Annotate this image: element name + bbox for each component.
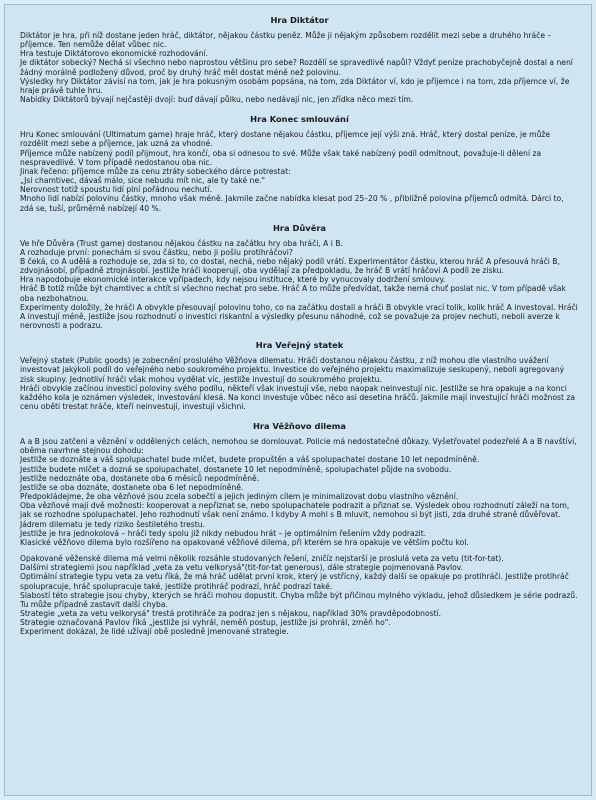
section-title: Hra Veřejný statek <box>255 340 344 351</box>
article-panel <box>4 4 592 796</box>
section-diktator <box>20 15 579 104</box>
section-text: Ve hře Důvěra (Trust game) dostanou nějakou částku na začátku hry oba hráči, A i B. A rozhoduje první: ponechám si svou částku, nebo ji pošlu protihráčovi? B čeká, co A udělá a rozhoduje se, zda si to, co dostal, nechá, nebo nějaký podíl vrátí. Experimentátor částku, kterou hráč A přesouvá hráči B, zdvojnásobí, případně ztrojnásobí. Jestliže hráči kooperují, oba vydělají za předpokladu, že hráč B vrátí hráčovi A podíl ze zisku. Hra napodobuje ekonomické interakce vpřípadech, kdy nejsou instituce, které by vynucovaly dodržení smlouvy. Hráč B totiž může být chamtivec a chtít si všechno nechat pro sebe. Hráč A to může předvídat, takže nemá chuť poslat nic. V tom případě však oba nezbohatnou. Experimenty doložily, že hráči A obvykle přesouvají polovinu toho, co na začátku dostali a hráči B obvykle vrací tolik, kolik hráč A investoval. Hráči A investují méně, jestliže jsou rozhodnutí o investici riskantní a výsledky přesunu náhodné, což se považuje za projev nechuti, neboli averze k nerovnosti a podrazu. <box>20 238 578 331</box>
section-verejny-statek <box>20 340 579 411</box>
section-title: Hra Věžňovo dilema <box>252 421 347 432</box>
section-text: Veřejný statek (Public goods) je zobecnění proslulého Věžňova dilematu. Hráči dostanou nějakou částku, z níž mohou dle vlastního uvážení investovat jakýkoli podíl do veřejného nebo soukromého projektu. Investice do veřejného projektu maximalizuje seskupený, neboli agregovaný zisk skupiny. Jednotliví hráči však mohou vydělat víc, jestliže investují do soukromého projektu. Hráči obvykle začínou investicí poloviny svého podílu, někteří však investují vše, nebo naopak neinvestují nic. Jestliže se hra opakuje a na konci každého kola je oznámen výsledek, investování klesá. Na konci investuje vůbec něco asi desetina hráčů. Jakmile mají investující hráči možnost za cenu oběti trestat hráče, kteří neinvestují, investují všichni. <box>20 356 576 411</box>
section-title: Hra Důvěra <box>272 222 327 233</box>
section-veznovo-dilema <box>20 421 579 636</box>
section-title: Hra Konec smlouvání <box>250 114 349 125</box>
section-text: Diktátor je hra, při níž dostane jeden hráč, diktátor, nějakou částku peněz. Může ji nějakým způsobem rozdělit mezi sebe a druhého hráče – příjemce. Ten nemůže dělat vůbec nic. Hra testuje Diktátorovo ekonomické rozhodování. Je diktátor sobecký? Nechá si všechno nebo naprostou většinu pro sebe? Rozdělí se spravedlivě napůl? Vždyť peníze prachobyčejně dostal a není žádný morálně podložený důvod, proč by druhý hráč měl dostat méně než polovinu. Výsledky hry Diktátor závisí na tom, jak je hra pokusným osobám popsána, na tom, zda Diktátor ví, kdo je příjemce i na tom, zda příjemce ví, že hraje právě tuhle hru. Nabídky Diktátorů bývají nejčastěji dvojí: buď dávají půlku, nebo nedávají nic, jen zřídka něco mezi tím. <box>20 31 573 105</box>
section-text: A a B jsou zatčeni a věznění v oddělených celách, nemohou se domlouvat. Policie má nedostatečné důkazy. Vyšetřovatel podezřelé A a B navštíví, oběma navrhne stejnou dohodu: Jestliže se doznáte a váš spolupachatel bude mlčet, budete propuštěn a váš spolupachatel dostane 10 let nepodmíněně. Jestliže budete mlčet a dozná se spolupachatel, dostanete 10 let nepodmíněně, spolupachatel půjde na svobodu. Jestliže nedoznáte oba, dostanete oba 6 měsíců nepodmíněně. Jestliže se oba doznáte, dostanete oba 6 let nepodmíněně. Předpokládejme, že oba vězňové jsou zcela sobečtí a jejich jediným cílem je minimalizovat dobu vlastního věznění. Oba vězňové mají dvě možnosti: kooperovat a nepřiznat se, nebo spolupachatele podrazit a přiznat se. Výsledek obou rozhodnutí záleží na tom, jak se rozhodne spolupachatel. Jeho rozhodnutí však není známo. I kdyby A mohl s B mluvit, nemohou si být jisti, zda druhé straně důvěřovat. Jádrem dilematu je tedy riziko šestiletého trestu. Jestliže je hra jednokolová – hráči tedy spolu již nikdy nebudou hrát – je optimálním řešením vždy podrazit. Klasické věžňovo dilema bylo rozšířeno na opakované věžňové dilema, při kterém se hra opakuje ve větším počtu kol. <box>20 437 577 547</box>
section-duvera <box>20 223 579 331</box>
section-title: Hra Diktátor <box>270 15 329 25</box>
section-konec-smlouvani <box>20 114 579 212</box>
section-text: Hru Konec smlouvání (Ultimatum game) hraje hráč, který dostane nějakou částku, příjemce její výši zná. Hráč, který dostal peníze, je může rozdělit mezi sebe a příjemce, jak uzná za vhodné. Příjemce může nabízený podíl přijmout, hra končí, oba si odnesou to své. Může však také nabízený podíl odmítnout, považuje-li dělení za nespravedlivé. V tom případě nedostanou oba nic. Jinak řečeno: příjemce může za cenu ztráty sobeckého dárce potrestat: „Jsi chamtivec, dávaš málo, sice nebudu mít nic, ale ty také ne." Nerovnost totiž spoustu lidí plní pořádnou nechutí. Mnoho lidí nabízí polovinu částky, mnoho však méně. Jakmile začne nabídka klesat pod 25–20 % , přibližně polovina příjemců odmítá. Dárci to, zdá se, tuší, průměrně nabízejí 40 %. <box>20 130 564 213</box>
section-text: Opakované věženské dilema má velmi několik rozsáhle studovaných řešení, zničíz nejstarší je proslulá veta za vetu (tit-for-tat). Dalšími strategiemi jsou například „veta za vetu velkorysá"(tit-for-tat generous), dále strategie pojmenovaná Pavlov. Optimální strategie typu veta za vetu říká, že má hráč udělat první krok, který je vstřícný, každý další se opakuje po protihráči. Jestliže protihráč spolupracuje, hráč spolupracuje také, jestliže protihráč podrazí, hráč podrazí také. Slabostí této strategie jsou chyby, kterých se hráči mohou dopustit. Chyba může být přičinou mylného výkladu, jehož důsledkem je série podrazů. Tu může případně zastavit další chyba. Strategie „veta za vetu velkorysá" trestá protihráče za podraz jen s nějakou, například 30% pravděpodobností. Strategie označovaná Pavlov říká „jestliže jsi vyhrál, neměň postup, jestliže jsi prohrál, změň ho". Experiment dokázal, že lidé užívají obě posledně jmenované strategie. <box>20 554 578 637</box>
